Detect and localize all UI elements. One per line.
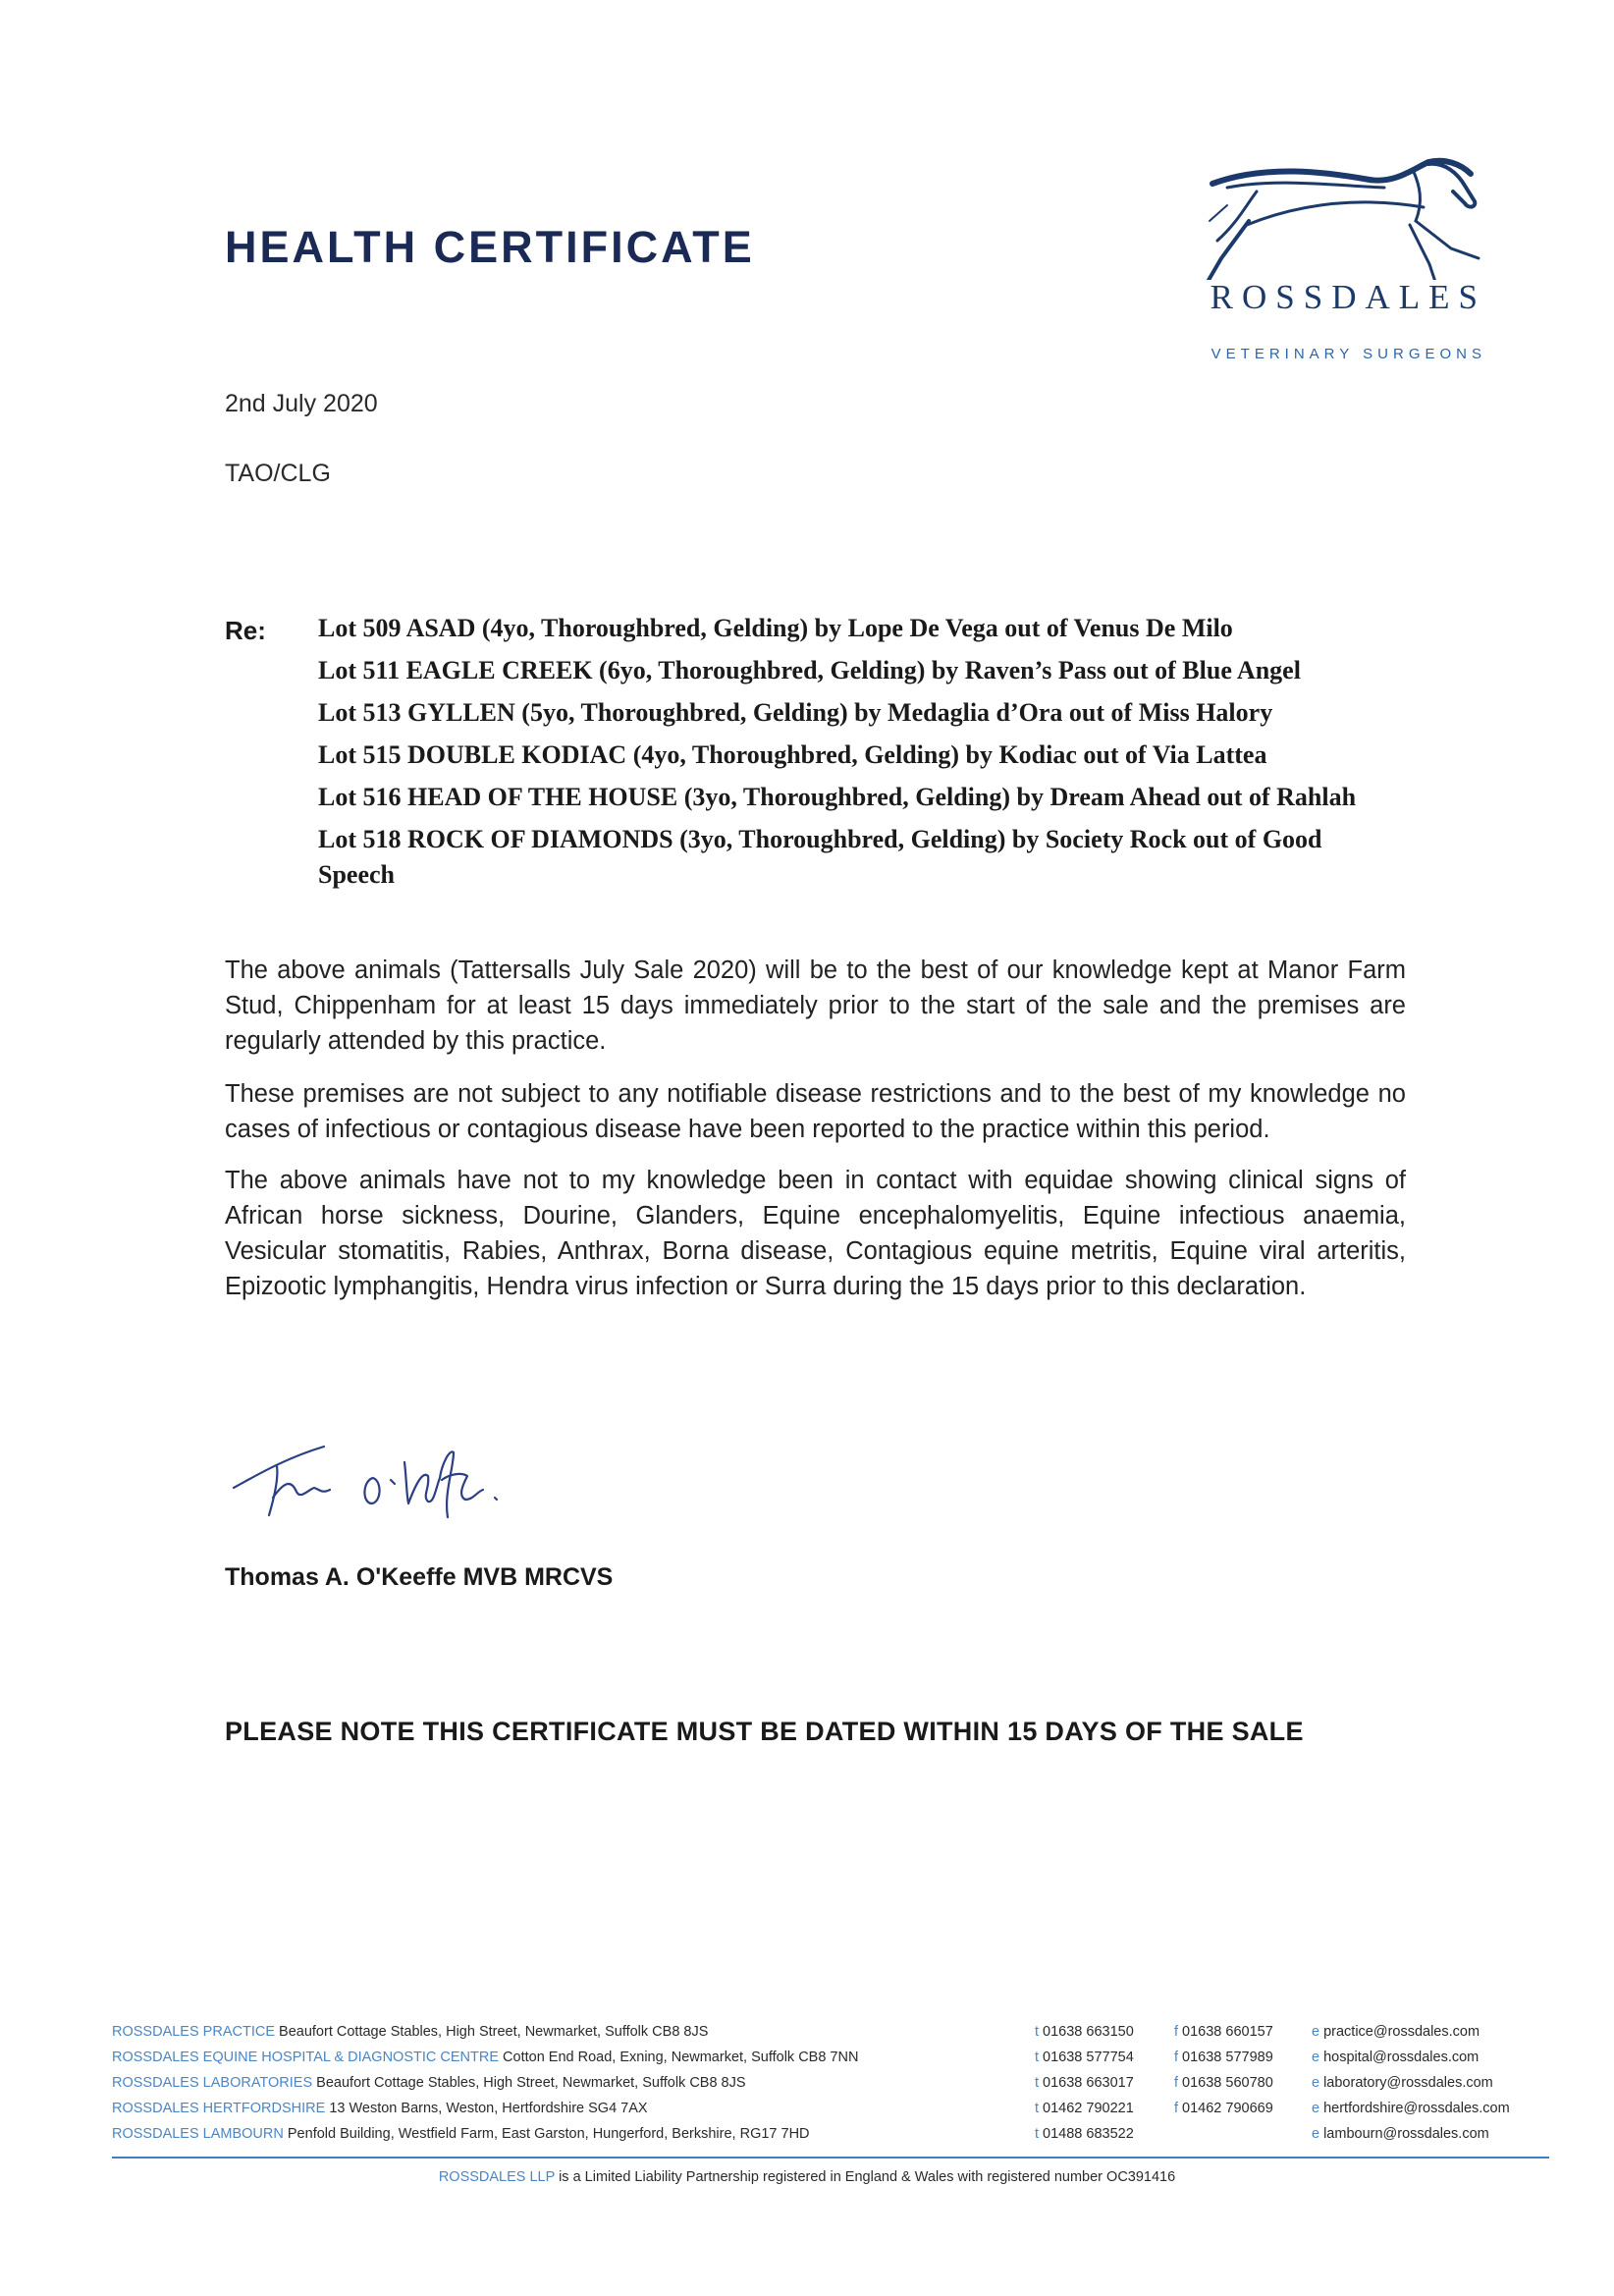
lot-item: Lot 511 EAGLE CREEK (6yo, Thoroughbred, Gelding) by Raven’s Pass out of Blue Angel: [318, 656, 1301, 684]
tel-label: t: [1035, 2024, 1040, 2040]
office-name: ROSSDALES LABORATORIES: [112, 2075, 313, 2091]
fax-label: f: [1174, 2075, 1179, 2091]
office-tel: 01488 683522: [1043, 2126, 1134, 2142]
footer-row: [112, 2050, 1549, 2075]
lot-item: Lot 515 DOUBLE KODIAC (4yo, Thoroughbred, Gelding) by Kodiac out of Via Lattea: [318, 740, 1267, 769]
body-paragraph: These premises are not subject to any notifiable disease restrictions and to the best of my knowledge no cases of infectious or contagious disease have been reported to the practice within this period.: [225, 1080, 1406, 1143]
email-label: e: [1312, 2024, 1320, 2040]
office-email[interactable]: hospital@rossdales.com: [1323, 2050, 1480, 2065]
office-tel: 01638 663150: [1043, 2024, 1134, 2040]
email-label: e: [1312, 2075, 1320, 2091]
document-title: HEALTH CERTIFICATE: [225, 222, 755, 272]
llp-statement: [0, 2169, 1614, 2185]
fax-label: f: [1174, 2024, 1179, 2040]
office-fax: 01462 790669: [1182, 2101, 1273, 2116]
llp-name: ROSSDALES LLP: [438, 2169, 556, 2185]
tel-label: t: [1035, 2050, 1040, 2065]
fax-label: f: [1174, 2101, 1179, 2116]
brand-name: ROSSDALES: [1210, 278, 1486, 316]
footer-row: [112, 2075, 1549, 2101]
office-tel: 01462 790221: [1043, 2101, 1134, 2116]
letter-date: 2nd July 2020: [225, 390, 378, 417]
footer-row: [112, 2024, 1549, 2050]
fax-label: f: [1174, 2050, 1179, 2065]
signer-name: Thomas A. O'Keeffe MVB MRCVS: [225, 1563, 614, 1591]
rossdales-logo: [1188, 152, 1487, 373]
tel-label: t: [1035, 2075, 1040, 2091]
footer-divider: [112, 2157, 1549, 2159]
office-fax: 01638 560780: [1182, 2075, 1273, 2091]
brand-tagline: VETERINARY SURGEONS: [1210, 346, 1486, 362]
handwritten-signature: [226, 1419, 520, 1527]
office-address: Beaufort Cottage Stables, High Street, Newmarket, Suffolk CB8 8JS: [316, 2075, 746, 2091]
office-address: Cotton End Road, Exning, Newmarket, Suffolk CB8 7NN: [503, 2050, 859, 2065]
office-address: Penfold Building, Westfield Farm, East Garston, Hungerford, Berkshire, RG17 7HD: [287, 2126, 810, 2142]
office-address: 13 Weston Barns, Weston, Hertfordshire SG4 7AX: [329, 2101, 648, 2116]
footer-row: [112, 2126, 1549, 2152]
lot-item: Lot 516 HEAD OF THE HOUSE (3yo, Thoroughbred, Gelding) by Dream Ahead out of Rahlah: [318, 783, 1357, 811]
tel-label: t: [1035, 2101, 1040, 2116]
body-paragraph: The above animals (Tattersalls July Sale 2020) will be to the best of our knowledge kept at Manor Farm Stud, Chippenham for at least 15 days immediately prior to the start of the sale and the premises are regularly attended by this practice.: [225, 957, 1406, 1055]
office-tel: 01638 663017: [1043, 2075, 1134, 2091]
office-email[interactable]: laboratory@rossdales.com: [1323, 2075, 1493, 2091]
office-email[interactable]: hertfordshire@rossdales.com: [1323, 2101, 1510, 2116]
letter-reference: TAO/CLG: [225, 460, 331, 487]
lot-list: [318, 611, 1398, 900]
office-address: Beaufort Cottage Stables, High Street, Newmarket, Suffolk CB8 8JS: [279, 2024, 709, 2040]
office-name: ROSSDALES HERTFORDSHIRE: [112, 2101, 326, 2116]
office-email[interactable]: lambourn@rossdales.com: [1323, 2126, 1489, 2142]
email-label: e: [1312, 2050, 1320, 2065]
llp-registration: is a Limited Liability Partnership registered in England & Wales with registered number OC391416: [559, 2169, 1176, 2185]
office-name: ROSSDALES EQUINE HOSPITAL & DIAGNOSTIC CENTRE: [112, 2050, 499, 2065]
office-tel: 01638 577754: [1043, 2050, 1134, 2065]
footer-offices: [112, 2024, 1549, 2152]
lot-item: Lot 518 ROCK OF DIAMONDS (3yo, Thoroughbred, Gelding) by Society Rock out of Good Speech: [318, 825, 1322, 889]
footer-row: [112, 2101, 1549, 2126]
office-fax: 01638 577989: [1182, 2050, 1273, 2065]
horse-logo-icon: [1188, 152, 1487, 280]
email-label: e: [1312, 2126, 1320, 2142]
lot-item: Lot 509 ASAD (4yo, Thoroughbred, Gelding) by Lope De Vega out of Venus De Milo: [318, 614, 1233, 642]
re-label: Re:: [225, 616, 266, 645]
office-name: ROSSDALES PRACTICE: [112, 2024, 275, 2040]
office-name: ROSSDALES LAMBOURN: [112, 2126, 284, 2142]
office-email[interactable]: practice@rossdales.com: [1323, 2024, 1480, 2040]
body-paragraph: The above animals have not to my knowledge been in contact with equidae showing clinical signs of African horse sickness, Dourine, Glanders, Equine encephalomyelitis, Equine infectious anaemia, Vesicular stomatitis, Rabies, Anthrax, Borna disease, Contagious equine metritis, Equine viral arteritis, Epizootic lymphangitis, Hendra virus infection or Surra during the 15 days prior to this declaration.: [225, 1167, 1406, 1300]
office-fax: 01638 660157: [1182, 2024, 1273, 2040]
tel-label: t: [1035, 2126, 1040, 2142]
lot-item: Lot 513 GYLLEN (5yo, Thoroughbred, Gelding) by Medaglia d’Ora out of Miss Halory: [318, 698, 1273, 727]
dating-notice: PLEASE NOTE THIS CERTIFICATE MUST BE DATED WITHIN 15 DAYS OF THE SALE: [225, 1717, 1304, 1746]
email-label: e: [1312, 2101, 1320, 2116]
